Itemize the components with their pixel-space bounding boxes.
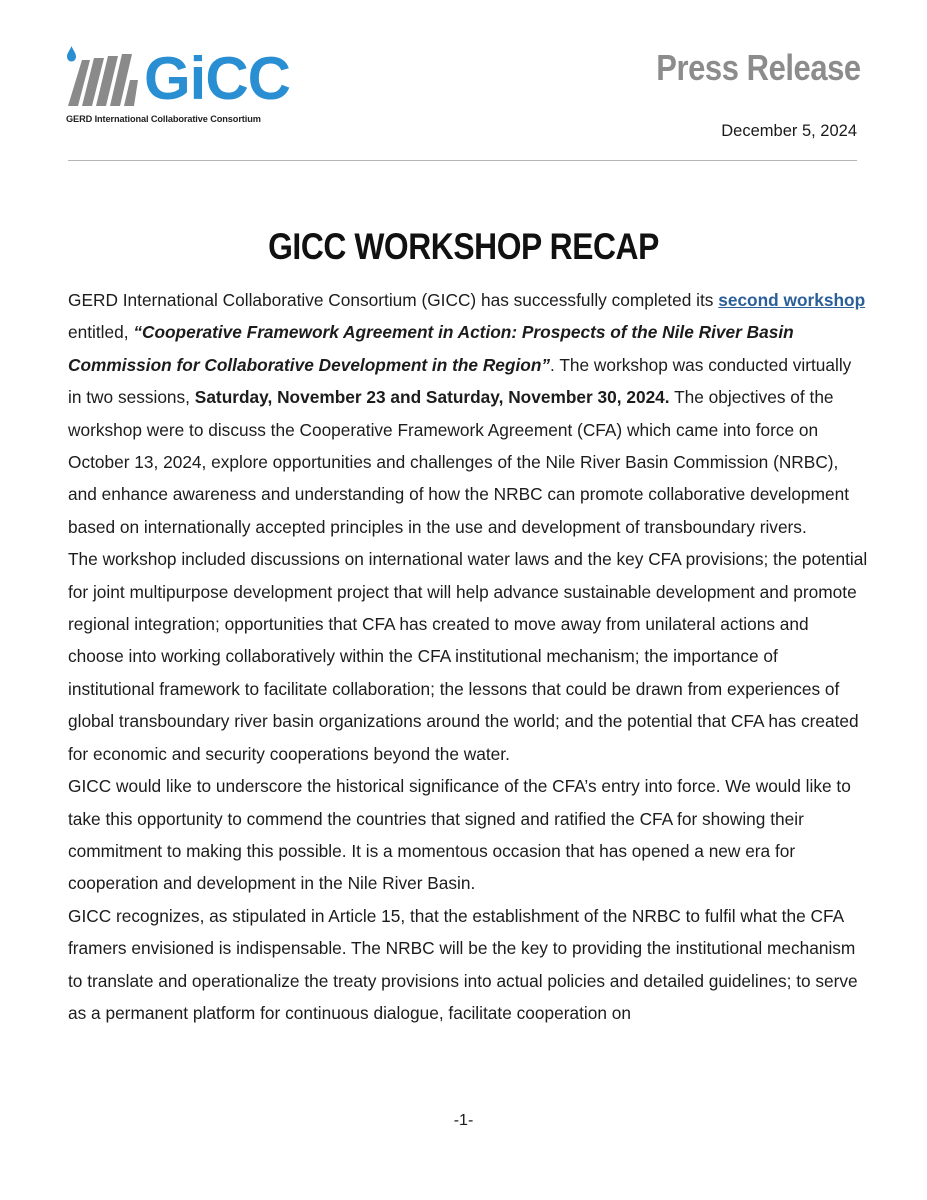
p1-after-link: entitled,: [68, 322, 134, 343]
paragraph-3: GICC would like to underscore the historical significance of the CFA’s entry into force. We would like to take this opportunity to commend the countries that signed and ratified the CFA for showing their commitment to making this possible. It is a momentous occasion that has opened a new era for cooperation and development in the Nile River Basin.: [68, 776, 851, 894]
logo-name: GiCC: [144, 45, 290, 112]
press-release-label: Press Release: [656, 47, 861, 88]
session-dates: Saturday, November 23 and Saturday, November 30, 2024.: [194, 387, 670, 408]
second-workshop-link[interactable]: second workshop: [718, 290, 866, 310]
dam-icon: [66, 46, 144, 108]
paragraph-4: GICC recognizes, as stipulated in Article 15, that the establishment of the NRBC to fulfil what the CFA framers envisioned is indispensable. The NRBC will be the key to providing the institutional mechanism to translate and operationalize the treaty provisions into actual policies and detailed guidelines; to serve as a permanent platform for continuous dialogue, facilitate cooperation on: [68, 905, 858, 1023]
release-date: December 5, 2024: [721, 122, 857, 140]
document-title: GICC WORKSHOP RECAP: [268, 226, 659, 267]
p1-intro: GERD International Collaborative Consortium (GICC) has successfully completed its: [68, 290, 719, 310]
workshop-title: “Cooperative Framework Agreement in Action: Prospects of the Nile River Basin Commission for Collaborative Development in the Region”: [68, 322, 794, 375]
header-divider: [68, 160, 857, 161]
water-drop-icon: [66, 46, 77, 62]
paragraph-2: The workshop included discussions on international water laws and the key CFA provisions; the potential for joint multipurpose development project that will help advance sustainable development and promote regional integration; opportunities that CFA has created to move away from unilateral actions and choose into working collaboratively within the CFA institutional mechanism; the importance of institutional framework to facilitate collaboration; the lessons that could be drawn from experiences of global transboundary river basin organizations around the world; and the potential that CFA has created for economic and security cooperations beyond the water.: [68, 549, 868, 764]
paragraph-1: [68, 284, 868, 543]
logo-tagline: GERD International Collaborative Consortium: [66, 114, 261, 124]
document-body: [68, 284, 868, 1029]
gicc-logo: [66, 46, 296, 130]
page-number: -1-: [453, 1112, 474, 1129]
p1-sessions-intro: . The workshop was conducted virtually in two sessions,: [68, 354, 852, 408]
p1-objectives: The objectives of the workshop were to discuss the Cooperative Framework Agreement (CFA) which came into force on October 13, 2024, explore opportunities and challenges of the Nile River Basin Commission (NRBC), and enhance awareness and understanding of how the NRBC can promote collaborative development based on internationally accepted principles in the use and development of transboundary rivers.: [68, 387, 850, 537]
